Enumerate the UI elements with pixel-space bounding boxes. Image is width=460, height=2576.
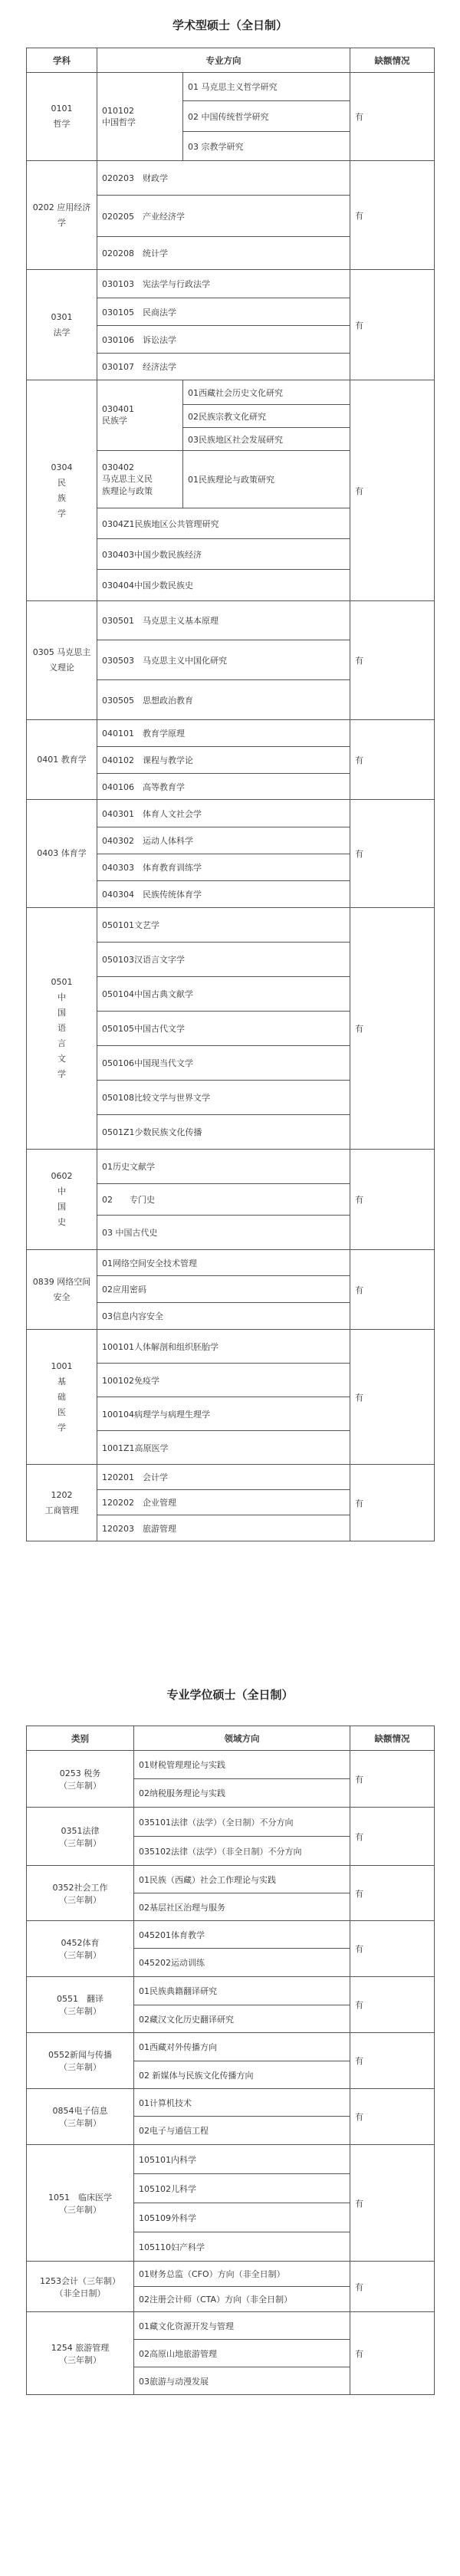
direction-item: 02应用密码 (97, 1276, 350, 1303)
professional-masters-table (26, 1726, 435, 2395)
direction-item: 030503 马克思主义中国化研究 (97, 640, 350, 680)
direction-item: 01 马克思主义哲学研究 (183, 73, 350, 101)
subject-cell: 1001 基 础 医 学 (27, 1330, 97, 1465)
direction-item: 050108比较文学与世界文学 (97, 1081, 350, 1115)
field-item: 045202运动训练 (134, 1949, 350, 1977)
direction-item: 020208 统计学 (97, 237, 350, 270)
direction-item: 020205 产业经济学 (97, 196, 350, 237)
direction-item: 040304 民族传统体育学 (97, 881, 350, 908)
status-cell: 有 (350, 2089, 435, 2145)
category-cell: 0552新闻与传播 （三年制） (27, 2033, 134, 2089)
category-cell: 1253会计（三年制） （非全日制） (27, 2262, 134, 2312)
header-direction: 专业方向 (97, 48, 350, 73)
status-cell: 有 (350, 2262, 435, 2312)
direction-general-cell: 010102 中国哲学 (97, 73, 183, 161)
category-cell: 0352社会工作 （三年制） (27, 1866, 134, 1921)
direction-item: 030501 马克思主义基本原理 (97, 601, 350, 640)
subject-cell: 0202 应用经济学 (27, 161, 97, 270)
direction-item: 030505 思想政治教育 (97, 680, 350, 720)
field-item: 035102法律（法学）（非全日制）不分方向 (134, 1837, 350, 1866)
direction-item: 040303 体育教育训练学 (97, 854, 350, 881)
status-cell: 有 (350, 161, 435, 270)
field-item: 02电子与通信工程 (134, 2117, 350, 2145)
status-cell: 有 (350, 800, 435, 908)
direction-item: 120202 企业管理 (97, 1490, 350, 1515)
field-item: 105101内科学 (134, 2145, 350, 2174)
direction-item: 050103汉语言文字学 (97, 943, 350, 977)
direction-item: 030404中国少数民族史 (97, 570, 350, 601)
subject-cell: 0602 中 国 史 (27, 1150, 97, 1250)
field-item: 02注册会计师（CTA）方向（非全日制） (134, 2287, 350, 2312)
status-cell: 有 (350, 1250, 435, 1330)
header-status: 缺额情况 (350, 1726, 435, 1751)
field-item: 01财税管理理论与实践 (134, 1751, 350, 1779)
field-item: 02 新媒体与民族文化传播方向 (134, 2061, 350, 2089)
direction-item: 03 宗教学研究 (183, 132, 350, 161)
field-item: 105102儿科学 (134, 2174, 350, 2203)
header-status: 缺额情况 (350, 48, 435, 73)
direction-item: 03 中国古代史 (97, 1216, 350, 1250)
direction-item: 0501Z1少数民族文化传播 (97, 1115, 350, 1150)
status-cell: 有 (350, 1808, 435, 1866)
direction-item: 01民族理论与政策研究 (183, 451, 350, 508)
direction-item: 01西藏社会历史文化研究 (183, 380, 350, 405)
category-cell: 0551 翻译 （三年制） (27, 1977, 134, 2033)
direction-item: 120203 旅游管理 (97, 1515, 350, 1541)
direction-item: 040101 教育学原理 (97, 720, 350, 747)
status-cell: 有 (350, 601, 435, 720)
subject-cell: 0101 哲学 (27, 73, 97, 161)
direction-item: 030105 民商法学 (97, 298, 350, 326)
status-cell: 有 (350, 2033, 435, 2089)
category-cell: 0854电子信息 （三年制） (27, 2089, 134, 2145)
category-cell: 1051 临床医学 （三年制） (27, 2145, 134, 2262)
direction-item: 030403中国少数民族经济 (97, 539, 350, 570)
direction-item: 050104中国古典文献学 (97, 977, 350, 1012)
section1-title: 学术型硕士（全日制） (172, 18, 288, 32)
direction-item: 050101文艺学 (97, 908, 350, 943)
status-cell: 有 (350, 1465, 435, 1541)
status-cell: 有 (350, 2145, 435, 2262)
header-category: 类别 (27, 1726, 134, 1751)
category-cell: 0452体育 （三年制） (27, 1921, 134, 1977)
status-cell: 有 (350, 1330, 435, 1465)
field-item: 01民族典籍翻译研究 (134, 1977, 350, 2005)
direction-item: 040102 课程与教学论 (97, 747, 350, 774)
direction-item: 120201 会计学 (97, 1465, 350, 1490)
status-cell: 有 (350, 1751, 435, 1808)
subject-cell: 1202 工商管理 (27, 1465, 97, 1541)
direction-item: 0304Z1民族地区公共管理研究 (97, 508, 350, 539)
field-item: 01民族（西藏）社会工作理论与实践 (134, 1866, 350, 1893)
header-field: 领域方向 (134, 1726, 350, 1751)
field-item: 02基层社区治理与服务 (134, 1893, 350, 1921)
direction-item: 01网络空间安全技术管理 (97, 1250, 350, 1276)
status-cell: 有 (350, 270, 435, 380)
field-item: 01财务总监（CFO）方向（非全日制） (134, 2262, 350, 2287)
status-cell: 有 (350, 73, 435, 161)
subject-cell: 0304 民 族 学 (27, 380, 97, 601)
status-cell: 有 (350, 380, 435, 601)
direction-item: 020203 财政学 (97, 161, 350, 196)
category-cell: 0253 税务 （三年制） (27, 1751, 134, 1808)
direction-item: 030107 经济法学 (97, 354, 350, 380)
direction-item: 030103 宪法学与行政法学 (97, 270, 350, 298)
subject-cell: 0839 网络空间 安全 (27, 1250, 97, 1330)
field-item: 01西藏对外传播方向 (134, 2033, 350, 2061)
direction-item: 1001Z1高原医学 (97, 1431, 350, 1465)
subject-cell: 0403 体育学 (27, 800, 97, 908)
section2-title: 专业学位硕士（全日制） (166, 1688, 294, 1702)
direction-item: 03信息内容安全 (97, 1303, 350, 1330)
direction-item: 01历史文献学 (97, 1150, 350, 1184)
direction-item: 100104病理学与病理生理学 (97, 1397, 350, 1431)
direction-item: 02民族宗教文化研究 (183, 405, 350, 428)
field-item: 01藏文化资源开发与管理 (134, 2312, 350, 2340)
status-cell: 有 (350, 2312, 435, 2395)
status-cell: 有 (350, 1921, 435, 1977)
subject-cell: 0401 教育学 (27, 720, 97, 800)
direction-item: 02 专门史 (97, 1184, 350, 1216)
direction-item: 100102免疫学 (97, 1364, 350, 1397)
header-subject: 学科 (27, 48, 97, 73)
field-item: 105109外科学 (134, 2203, 350, 2232)
subject-cell: 0501 中 国 语 言 文 学 (27, 908, 97, 1150)
category-cell: 1254 旅游管理 （三年制） (27, 2312, 134, 2395)
direction-item: 050105中国古代文学 (97, 1012, 350, 1046)
direction-general-cell: 030401 民族学 (97, 380, 183, 451)
direction-item: 040106 高等教育学 (97, 774, 350, 800)
field-item: 03旅游与动漫发展 (134, 2367, 350, 2395)
subject-cell: 0305 马克思主 义理论 (27, 601, 97, 720)
field-item: 105110妇产科学 (134, 2232, 350, 2262)
field-item: 045201体育教学 (134, 1921, 350, 1949)
subject-cell: 0301 法学 (27, 270, 97, 380)
field-item: 02藏汉文化历史翻译研究 (134, 2005, 350, 2033)
direction-item: 03民族地区社会发展研究 (183, 428, 350, 451)
status-cell: 有 (350, 1977, 435, 2033)
direction-item: 040301 体育人文社会学 (97, 800, 350, 827)
status-cell: 有 (350, 908, 435, 1150)
academic-masters-table (26, 48, 435, 1541)
field-item: 035101法律（法学）（全日制）不分方向 (134, 1808, 350, 1837)
field-item: 02高原山地旅游管理 (134, 2340, 350, 2367)
field-item: 01计算机技术 (134, 2089, 350, 2117)
status-cell: 有 (350, 720, 435, 800)
direction-item: 100101人体解剖和组织胚胎学 (97, 1330, 350, 1364)
direction-item: 030106 诉讼法学 (97, 326, 350, 354)
category-cell: 0351法律 （三年制） (27, 1808, 134, 1866)
status-cell: 有 (350, 1866, 435, 1921)
field-item: 02纳税服务理论与实践 (134, 1779, 350, 1808)
status-cell: 有 (350, 1150, 435, 1250)
direction-item: 02 中国传统哲学研究 (183, 101, 350, 132)
direction-item: 040302 运动人体科学 (97, 827, 350, 854)
direction-item: 050106中国现当代文学 (97, 1046, 350, 1081)
direction-general-cell: 030402 马克思主义民 族理论与政策 (97, 451, 183, 508)
